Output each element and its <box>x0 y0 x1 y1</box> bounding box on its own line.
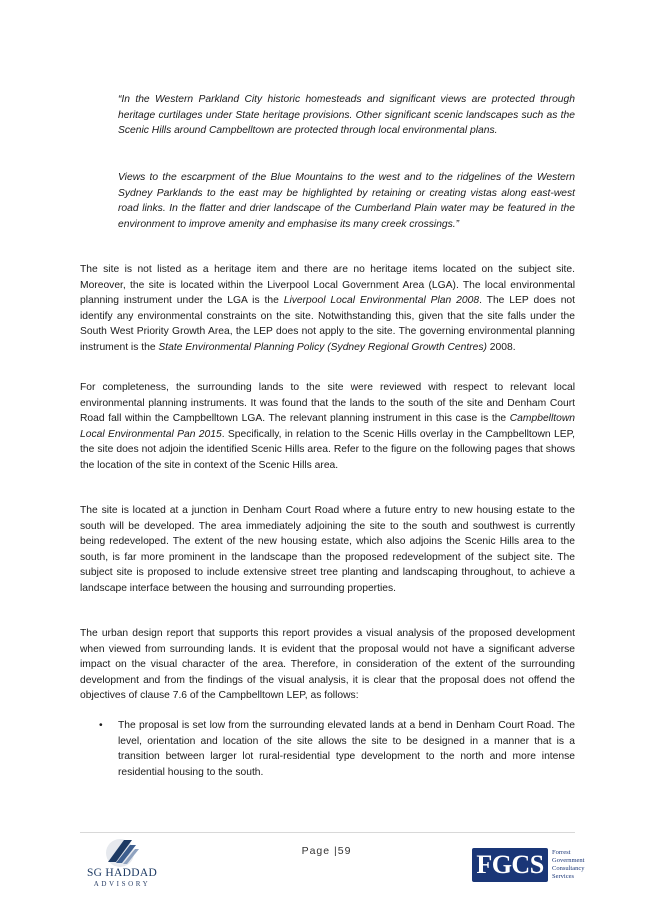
footer-divider <box>80 832 575 833</box>
body-paragraph-site-location: The site is located at a junction in Denham Court Road where a future entry to new housing estate to the south will be developed. The area immediately adjoining the site to the south and southwest is currently being redeveloped. The extent of the new housing estate, which also adjoins the Scenic Hills area to the south, is far more prominent in the landscape than the proposed redevelopment of the subject site. The subject site is proposed to include extensive street tree planting and landscaping throughout, to achieve a landscape interface between the housing and surrounding properties. <box>80 505 575 594</box>
text-run: . Specifically, in relation to the Scenic Hills overlay in the Campbelltown LEP, the site does not adjoin the identified Scenic Hills area. Refer to the figure on the following pages that shows the location of the site in context of the Scenic Hills area. <box>80 428 575 471</box>
fgcs-word: Services <box>552 873 575 880</box>
instrument-title: State Environmental Planning Policy (Sydney Regional Growth Centres) <box>158 341 487 353</box>
instrument-title: Liverpool Local Environmental Plan 2008 <box>283 295 480 307</box>
sg-haddad-logo-subtitle: ADVISORY <box>93 880 151 888</box>
text-run: The site is not listed as a heritage item and there are no heritage items located on the subject site. Moreover, the site is located within the Liverpool Local Government Area (LGA). The local environmental planning instrument under the LGA is the <box>80 264 575 307</box>
sg-haddad-logo-name: SG HADDAD <box>86 867 158 879</box>
instrument-title: Campbelltown Local Environmental Pan 2015 <box>80 413 575 440</box>
page-number: Page |59 <box>301 845 352 857</box>
text-run: . The LEP does not identify any environmental constraints on the site. Notwithstanding this, given that the site falls under the South West Priority Growth Area, the LEP does not apply to the site. The governing environmental planning instrument is the <box>80 295 576 353</box>
quote-paragraph-1: “In the Western Parkland City historic homesteads and significant views are protected through heritage curtilages under State heritage provisions. Other significant scenic landscapes such as the Scenic Hills around Campbelltown are protected through local environmental plans. <box>118 94 575 137</box>
fgcs-logo-words <box>552 849 622 881</box>
text-run: 2008. <box>486 341 516 353</box>
fgcs-word: Forrest <box>552 849 571 856</box>
quote-paragraph-2: Views to the escarpment of the Blue Mountains to the west and to the ridgelines of the Western Sydney Parklands to the east may be highlighted by retaining or creating vistas along east-west road links. In the flatter and drier landscape of the Cumberland Plain water may be featured in the environment to improve amenity and emphasise its many creek crossings.” <box>118 172 575 230</box>
text-run: For completeness, the surrounding lands to the site were reviewed with respect to relevant local environmental planning instruments. It was found that the lands to the south of the site and Denham Court Road fall within the Campbelltown LGA. The relevant planning instrument in this case is the <box>80 382 575 425</box>
fgcs-word: Consultancy <box>552 865 585 872</box>
body-paragraph-completeness <box>80 380 575 474</box>
fgcs-word: Government <box>552 857 585 864</box>
body-paragraph-urban-design: The urban design report that supports this report provides a visual analysis of the proposed development when viewed from surrounding lands. It is evident that the proposal would not have a significant adverse impact on the visual character of the area. Therefore, in consideration of the extent of the surrounding development and from the findings of the visual analysis, it is clear that the proposal does not offend the objectives of clause 7.6 of the Campbelltown LEP, as follows: <box>80 628 575 702</box>
body-paragraph-heritage <box>80 262 575 356</box>
fgcs-logo-mark: FGCS <box>476 850 544 879</box>
bullet-marker: • <box>99 720 103 731</box>
bullet-item: The proposal is set low from the surrounding elevated lands at a bend in Denham Court Road. The level, orientation and location of the site allows the site to be designed in a manner that is a transition between larger lot rural-residential type development to the north and more intense residential housing to the south. <box>118 720 575 778</box>
